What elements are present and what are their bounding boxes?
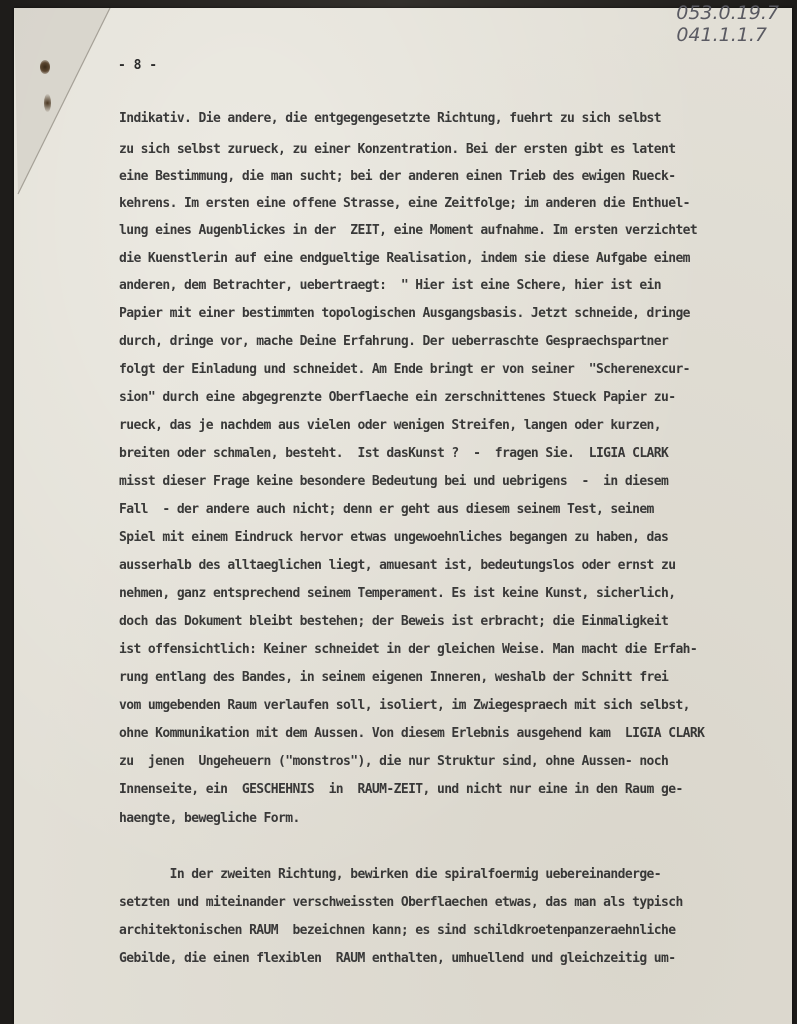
text-line: sion" durch eine abgegrenzte Oberflaeche ein zerschnittenes Stueck Papier zu- [119,390,676,405]
text-line: doch das Dokument bleibt bestehen; der Beweis ist erbracht; die Einmaligkeit [119,614,669,629]
text-line: Gebilde, die einen flexiblen RAUM enthalten, umhuellend und gleichzeitig um- [119,951,676,966]
text-line: vom umgebenden Raum verlaufen soll, isoliert, im Zwiegespraech mit sich selbst, [119,698,690,713]
ink-stain-mark [44,94,51,112]
text-line: setzten und miteinander verschweissten Oberflaechen etwas, das man als typisch [119,895,683,910]
text-line: zu sich selbst zurueck, zu einer Konzentration. Bei der ersten gibt es latent [119,142,676,157]
text-line: durch, dringe vor, mache Deine Erfahrung. Der ueberraschte Gespraechspartner [119,334,669,349]
text-line: misst dieser Frage keine besondere Bedeutung bei und uebrigens - in diesem [119,474,669,489]
text-line: In der zweiten Richtung, bewirken die spiralfoermig uebereinandergе- [119,867,662,882]
text-line: Papier mit einer bestimmten topologischen Ausgangsbasis. Jetzt schneide, dringe [119,306,690,321]
text-line: kehrens. Im ersten eine offene Strasse, eine Zeitfolge; im anderen die Enthuel- [119,196,690,211]
text-line: ist offensichtlich: Keiner schneidet in der gleichen Weise. Man macht die Erfah- [119,642,698,657]
text-line: Innenseite, ein GESCHEHNIS in RAUM-ZEIT, und nicht nur eine in den Raum ge- [119,782,683,797]
text-line: nehmen, ganz entsprechend seinem Temperament. Es ist keine Kunst, sicherlich, [119,586,676,601]
text-line: rueck, das je nachdem aus vielen oder wenigen Streifen, langen oder kurzen, [119,418,662,433]
ink-stain-mark [40,60,50,74]
text-line: zu jenen Ungeheuern ("monstros"), die nur Struktur sind, ohne Aussen- noch [119,754,669,769]
text-line: Indikativ. Die andere, die entgegengesetzte Richtung, fuehrt zu sich selbst [119,111,662,126]
text-line: die Kuenstlerin auf eine endgueltige Realisation, indem sie diese Aufgabe einem [119,251,690,266]
text-line: Spiel mit einem Eindruck hervor etwas ungewoehnliches begangen zu haben, das [119,530,669,545]
archive-number-stamp: 041.1.1.7 [676,24,767,46]
text-line: ohne Kommunikation mit dem Aussen. Von diesem Erlebnis ausgehend kam LIGIA CLARK [119,726,705,741]
page-number: - 8 - [118,58,158,73]
text-line: haengte, bewegliche Form. [119,811,300,826]
text-line: anderen, dem Betrachter, uebertraegt: " Hier ist eine Schere, hier ist ein [119,278,662,293]
archive-number-stamp: 053.0.19.7 [676,2,779,24]
text-line: ausserhalb des alltaeglichen liegt, amuesant ist, bedeutungslos oder ernst zu [119,558,676,573]
text-line: eine Bestimmung, die man sucht; bei der anderen einen Trieb des ewigen Rueck- [119,169,676,184]
text-line: architektonischen RAUM bezeichnen kann; es sind schildkroetenpanzeraehnliche [119,923,676,938]
text-line: Fall - der andere auch nicht; denn er geht aus diesem seinem Test, seinem [119,502,654,517]
text-line: folgt der Einladung und schneidet. Am Ende bringt er von seiner "Scherenexcur- [119,362,690,377]
text-line: lung eines Augenblickes in der ZEIT, eine Moment aufnahme. Im ersten verzichtet [119,223,698,238]
text-line: rung entlang des Bandes, in seinem eigenen Inneren, weshalb der Schnitt frei [119,670,669,685]
text-line: breiten oder schmalen, besteht. Ist dasKunst ? - fragen Sie. LIGIA CLARK [119,446,669,461]
